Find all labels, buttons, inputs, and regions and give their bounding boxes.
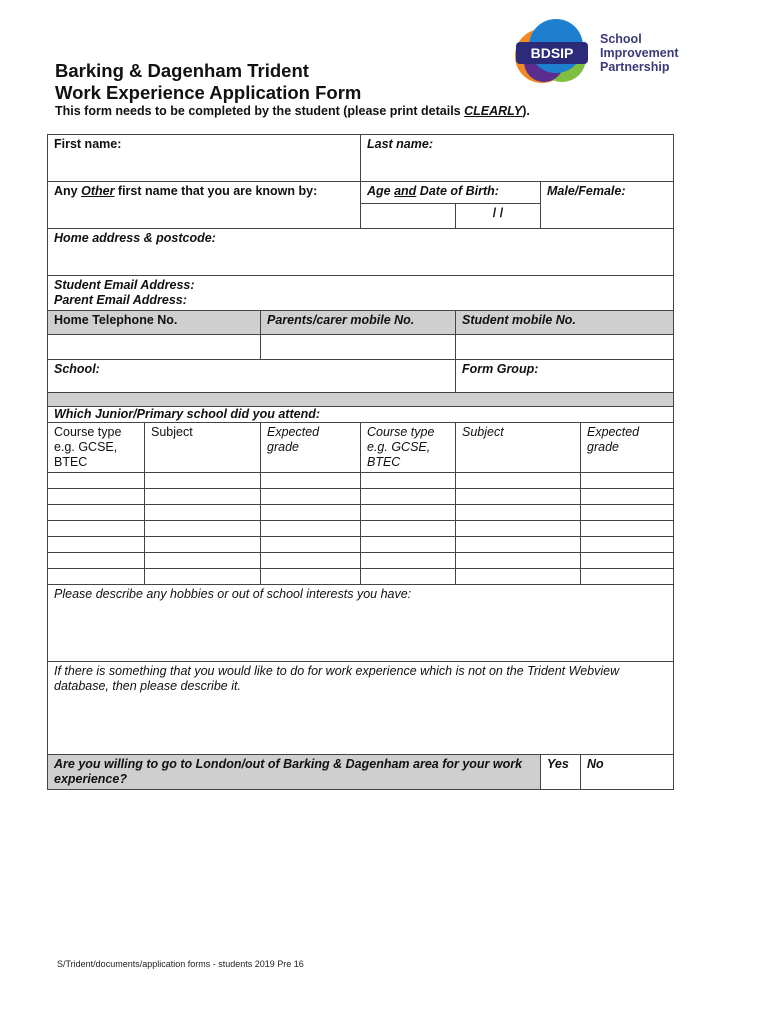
- course-row: [48, 505, 674, 521]
- parent-mobile-label: Parents/carer mobile No.: [267, 313, 415, 327]
- course-cell[interactable]: [145, 537, 261, 553]
- logo-badge-text: BDSIP: [530, 45, 574, 61]
- course-cell[interactable]: [145, 521, 261, 537]
- note-clearly: CLEARLY: [464, 104, 523, 118]
- course-cell[interactable]: [581, 521, 674, 537]
- note-suffix: ).: [522, 104, 530, 118]
- dob-input[interactable]: [456, 204, 541, 229]
- course-cell[interactable]: [456, 569, 581, 585]
- course-cell[interactable]: [48, 537, 145, 553]
- course-cell[interactable]: [361, 537, 456, 553]
- course-cell[interactable]: [261, 569, 361, 585]
- age-label-post: Date of Birth:: [416, 184, 499, 198]
- home-telephone-label: Home Telephone No.: [54, 313, 178, 327]
- bdsip-logo-mark: [512, 18, 596, 84]
- no-label: No: [587, 757, 604, 771]
- course-cell[interactable]: [145, 473, 261, 489]
- course-cell[interactable]: [48, 521, 145, 537]
- home-telephone-header: [48, 311, 261, 335]
- last-name-field[interactable]: [361, 135, 674, 182]
- subject-label: Subject: [462, 425, 504, 439]
- course-cell[interactable]: [48, 473, 145, 489]
- student-mobile-header: [456, 311, 674, 335]
- school-label: School:: [54, 362, 100, 376]
- course-cell[interactable]: [581, 537, 674, 553]
- form-title-line1: Barking & Dagenham Trident: [55, 60, 309, 81]
- note-prefix: This form needs to be completed by the student (please print details: [55, 104, 465, 118]
- course-cell[interactable]: [261, 489, 361, 505]
- age-dob-label-cell: [361, 182, 541, 204]
- course-cell[interactable]: [361, 521, 456, 537]
- first-name-label: First name:: [54, 137, 122, 151]
- course-cell[interactable]: [145, 505, 261, 521]
- expected-grade-label: Expected grade: [587, 425, 640, 454]
- age-input[interactable]: [361, 204, 456, 229]
- other-name-label-other: Other: [81, 184, 115, 198]
- course-cell[interactable]: [145, 489, 261, 505]
- bdsip-logo: [512, 18, 712, 88]
- student-mobile-input[interactable]: [456, 335, 674, 360]
- course-cell[interactable]: [456, 505, 581, 521]
- expected-grade-label: Expected grade: [267, 425, 320, 454]
- hobbies-field[interactable]: [48, 585, 674, 662]
- course-cell[interactable]: [581, 505, 674, 521]
- school-field[interactable]: [48, 360, 456, 393]
- course-cell[interactable]: [581, 569, 674, 585]
- course-type-label: Course type e.g. GCSE, BTEC: [54, 425, 122, 469]
- hobbies-label: Please describe any hobbies or out of school interests you have:: [54, 587, 412, 601]
- parent-mobile-input[interactable]: [261, 335, 456, 360]
- age-label-and: and: [394, 184, 417, 198]
- course-cell[interactable]: [581, 473, 674, 489]
- course-cell[interactable]: [145, 553, 261, 569]
- logo-text: [600, 32, 710, 74]
- other-work-label: If there is something that you would like to do for work experience which is not on the Trident Webview database, then please describe it.: [54, 664, 620, 693]
- expected-grade-header-right: [581, 423, 674, 473]
- form-title-line2: Work Experience Application Form: [55, 82, 362, 103]
- course-row: [48, 537, 674, 553]
- subject-label: Subject: [151, 425, 193, 439]
- course-cell[interactable]: [48, 553, 145, 569]
- gender-label: Male/Female:: [547, 184, 626, 198]
- yes-label: Yes: [547, 757, 569, 771]
- form-title: [55, 60, 361, 104]
- parent-mobile-header: [261, 311, 456, 335]
- dob-slashes: / /: [492, 206, 504, 220]
- course-cell[interactable]: [361, 489, 456, 505]
- first-name-field[interactable]: [48, 135, 361, 182]
- logo-text-line: School: [600, 32, 642, 46]
- course-cell[interactable]: [48, 489, 145, 505]
- course-cell[interactable]: [456, 473, 581, 489]
- course-cell[interactable]: [48, 505, 145, 521]
- london-question-label: Are you willing to go to London/out of Barking & Dagenham area for your work experience?: [54, 757, 523, 786]
- course-cell[interactable]: [261, 553, 361, 569]
- course-cell[interactable]: [456, 521, 581, 537]
- subject-header-left: [145, 423, 261, 473]
- course-cell[interactable]: [581, 553, 674, 569]
- gender-field[interactable]: [541, 182, 674, 229]
- junior-school-label: Which Junior/Primary school did you attend:: [54, 407, 320, 421]
- home-address-label: Home address & postcode:: [54, 231, 216, 245]
- other-name-label-post: first name that you are known by:: [114, 184, 318, 198]
- course-row: [48, 553, 674, 569]
- london-question: [48, 755, 541, 790]
- age-label-pre: Age: [367, 184, 395, 198]
- email-field[interactable]: [48, 276, 674, 311]
- course-cell[interactable]: [361, 505, 456, 521]
- course-cell[interactable]: [48, 569, 145, 585]
- course-cell[interactable]: [581, 489, 674, 505]
- junior-school-field[interactable]: [48, 407, 674, 423]
- course-row: [48, 473, 674, 489]
- last-name-label: Last name:: [367, 137, 433, 151]
- course-cell[interactable]: [456, 489, 581, 505]
- course-cell[interactable]: [456, 537, 581, 553]
- course-cell[interactable]: [361, 553, 456, 569]
- course-cell[interactable]: [361, 569, 456, 585]
- course-row: [48, 521, 674, 537]
- student-mobile-label: Student mobile No.: [462, 313, 576, 327]
- instruction-note: [55, 104, 530, 118]
- other-name-label-pre: Any: [54, 184, 82, 198]
- course-cell[interactable]: [261, 473, 361, 489]
- course-cell[interactable]: [361, 473, 456, 489]
- form-group-label: Form Group:: [462, 362, 539, 376]
- course-row: [48, 489, 674, 505]
- home-address-field[interactable]: [48, 229, 674, 276]
- course-type-label: Course type e.g. GCSE, BTEC: [367, 425, 435, 469]
- expected-grade-header-left: [261, 423, 361, 473]
- parent-email-label: Parent Email Address:: [54, 293, 187, 307]
- course-type-header-right: [361, 423, 456, 473]
- footer-path: S/Trident/documents/application forms - students 2019 Pre 16: [57, 959, 304, 969]
- course-cell[interactable]: [261, 537, 361, 553]
- application-form-table: [47, 134, 674, 790]
- section-separator: [48, 393, 674, 407]
- student-email-label: Student Email Address:: [54, 278, 195, 292]
- other-work-field[interactable]: [48, 662, 674, 755]
- form-group-field[interactable]: [456, 360, 674, 393]
- course-cell[interactable]: [261, 521, 361, 537]
- course-type-header-left: [48, 423, 145, 473]
- course-row: [48, 569, 674, 585]
- other-name-field[interactable]: [48, 182, 361, 229]
- no-option[interactable]: [581, 755, 674, 790]
- course-cell[interactable]: [145, 569, 261, 585]
- home-telephone-input[interactable]: [48, 335, 261, 360]
- yes-option[interactable]: [541, 755, 581, 790]
- logo-text-line: Partnership: [600, 60, 670, 74]
- course-cell[interactable]: [261, 505, 361, 521]
- subject-header-right: [456, 423, 581, 473]
- logo-text-line: Improvement: [600, 46, 679, 60]
- course-cell[interactable]: [456, 553, 581, 569]
